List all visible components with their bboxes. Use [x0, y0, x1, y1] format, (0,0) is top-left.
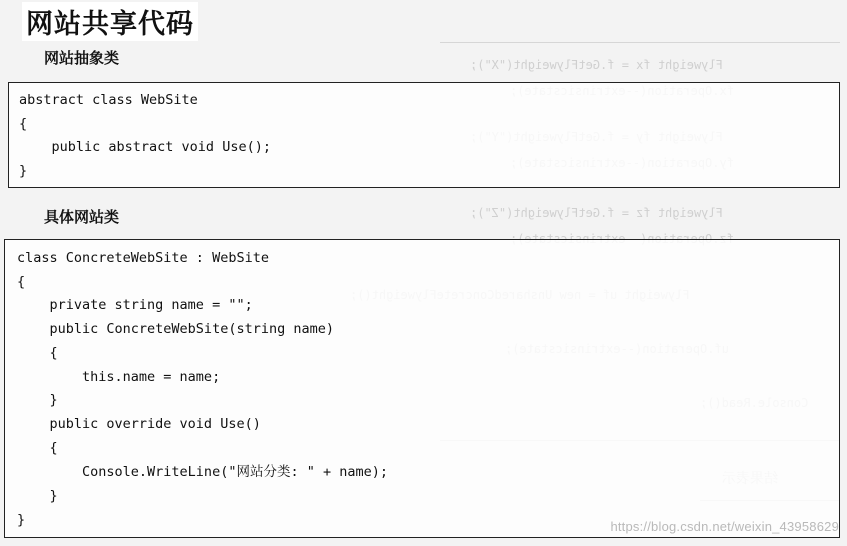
code-line: { — [19, 116, 28, 132]
code-block-abstract-class — [8, 82, 840, 188]
code-line: public abstract void Use(); — [19, 139, 271, 155]
code-line: { — [17, 274, 26, 290]
code-line: Console.WriteLine("网站分类: " + name); — [17, 464, 388, 480]
watermark-url: https://blog.csdn.net/weixin_43958629 — [610, 519, 839, 534]
ghost-rule — [440, 42, 840, 43]
code-line: this.name = name; — [17, 369, 221, 385]
code-block-concrete-class — [4, 239, 840, 538]
code-line: public override void Use() — [17, 416, 261, 432]
page-title: 网站共享代码 — [22, 2, 198, 41]
code-line: } — [17, 488, 58, 504]
code-line: private string name = ""; — [17, 297, 253, 313]
ghost-text: Flyweight fx = f.GetFlyweight("X"); — [470, 58, 723, 72]
code-line: } — [17, 392, 58, 408]
section-heading-abstract-class: 网站抽象类 — [44, 49, 120, 67]
code-line: abstract class WebSite — [19, 92, 198, 108]
code-line: public ConcreteWebSite(string name) — [17, 321, 334, 337]
section-heading-concrete-class: 具体网站类 — [44, 208, 120, 226]
ghost-text: Flyweight fz = f.GetFlyweight("Z"); — [470, 206, 723, 220]
code-line: { — [17, 345, 58, 361]
code-line: class ConcreteWebSite : WebSite — [17, 250, 269, 266]
code-line: } — [19, 163, 28, 179]
code-line: } — [17, 512, 26, 528]
code-line: { — [17, 440, 58, 456]
